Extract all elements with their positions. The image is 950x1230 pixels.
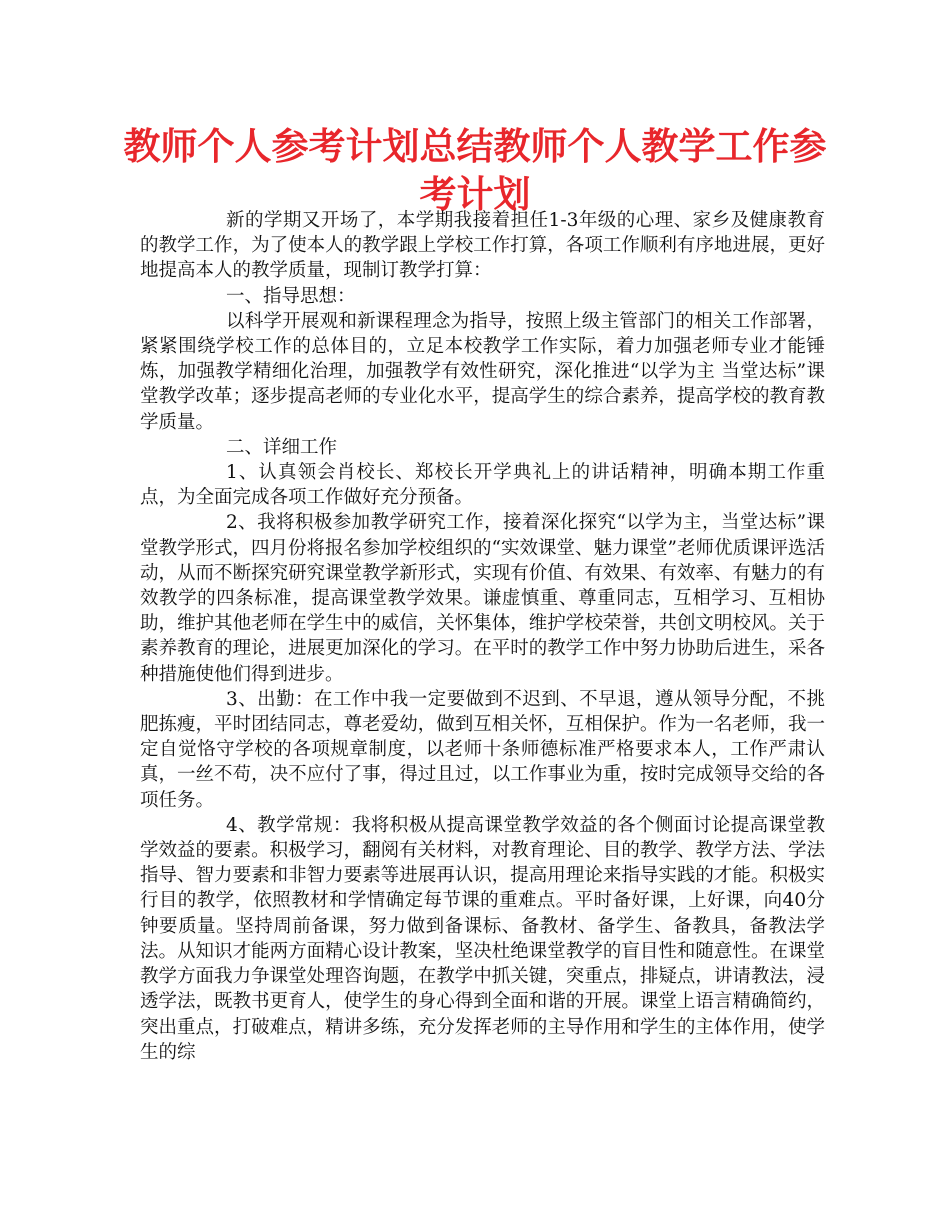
document-title: 教师个人参考计划总结教师个人教学工作参考计划 — [123, 124, 827, 216]
heading-detailed-work: 二、详细工作 — [226, 436, 338, 458]
heading-guiding-ideology: 一、指导思想： — [226, 285, 356, 307]
paragraph-guiding-ideology: 以科学开展观和新课程理念为指导，按照上级主管部门的相关工作部署，紧紧围绕学校工作的总体目的，立足本校教学工作实际，着力加强老师专业才能锤炼，加强教学精细化治理，加强教学有效性研究，深化推进“以学为主 当堂达标”课堂教学改革；逐步提高老师的专业化水平，提高学生的综合素养，提高学校的教育教学质量。 — [140, 310, 825, 433]
paragraph-item-1: 1、认真领会肖校长、郑校长开学典礼上的讲话精神，明确本期工作重点，为全面完成各项工作做好充分预备。 — [140, 462, 825, 509]
paragraph-item-2: 2、我将积极参加教学研究工作，接着深化探究“以学为主，当堂达标”课堂教学形式，四月份将报名参加学校组织的“实效课堂、魅力课堂”老师优质课评选活动，从而不断探究研究课堂教学新形式，实现有价值、有效果、有效率、有魅力的有效教学的四条标准，提高课堂教学效果。谦虚慎重、尊重同志，互相学习、互相协助，维护其他老师在学生中的威信，关怀集体，维护学校荣誉，共创文明校风。关于素养教育的理论，进展更加深化的学习。在平时的教学工作中努力协助后进生，采各种措施使他们得到进步。 — [140, 512, 825, 685]
paragraph-item-4-teaching-routine: 4、教学常规：我将积极从提高课堂教学效益的各个侧面讨论提高课堂教学效益的要素。积极学习，翻阅有关材料，对教育理论、目的教学、教学方法、学法指导、智力要素和非智力要素等进展再认识，提高用理论来指导实践的才能。积极实行目的教学，依照教材和学情确定每节课的重难点。平时备好课，上好课，向40分钟要质量。坚持周前备课，努力做到备课标、备教材、备学生、备教具，备教法学法。从知识才能两方面精心设计教案，坚决杜绝课堂教学的盲目性和随意性。在课堂教学方面我力争课堂处理咨询题，在教学中抓关键，突重点，排疑点，讲请教法，浸透学法，既教书更育人，使学生的身心得到全面和谐的开展。课堂上语言精确简约，突出重点，打破难点，精讲多练，充分发挥老师的主导作用和学生的主体作用，使学生的综 — [140, 814, 825, 1063]
document-body — [140, 208, 825, 1065]
paragraph-item-3-attendance: 3、出勤：在工作中我一定要做到不迟到、不早退，遵从领导分配，不挑肥拣瘦，平时团结同志，尊老爱幼，做到互相关怀，互相保护。作为一名老师，我一定自觉恪守学校的各项规章制度，以老师十条师德标准严格要求本人，工作严肃认真，一丝不苟，决不应付了事，得过且过，以工作事业为重，按时完成领导交给的各项任务。 — [140, 688, 825, 811]
paragraph-intro: 新的学期又开场了，本学期我接着担任1-3年级的心理、家乡及健康教育的教学工作，为了使本人的教学跟上学校工作打算，各项工作顺利有序地进展，更好地提高本人的教学质量，现制订教学打算： — [140, 210, 825, 282]
